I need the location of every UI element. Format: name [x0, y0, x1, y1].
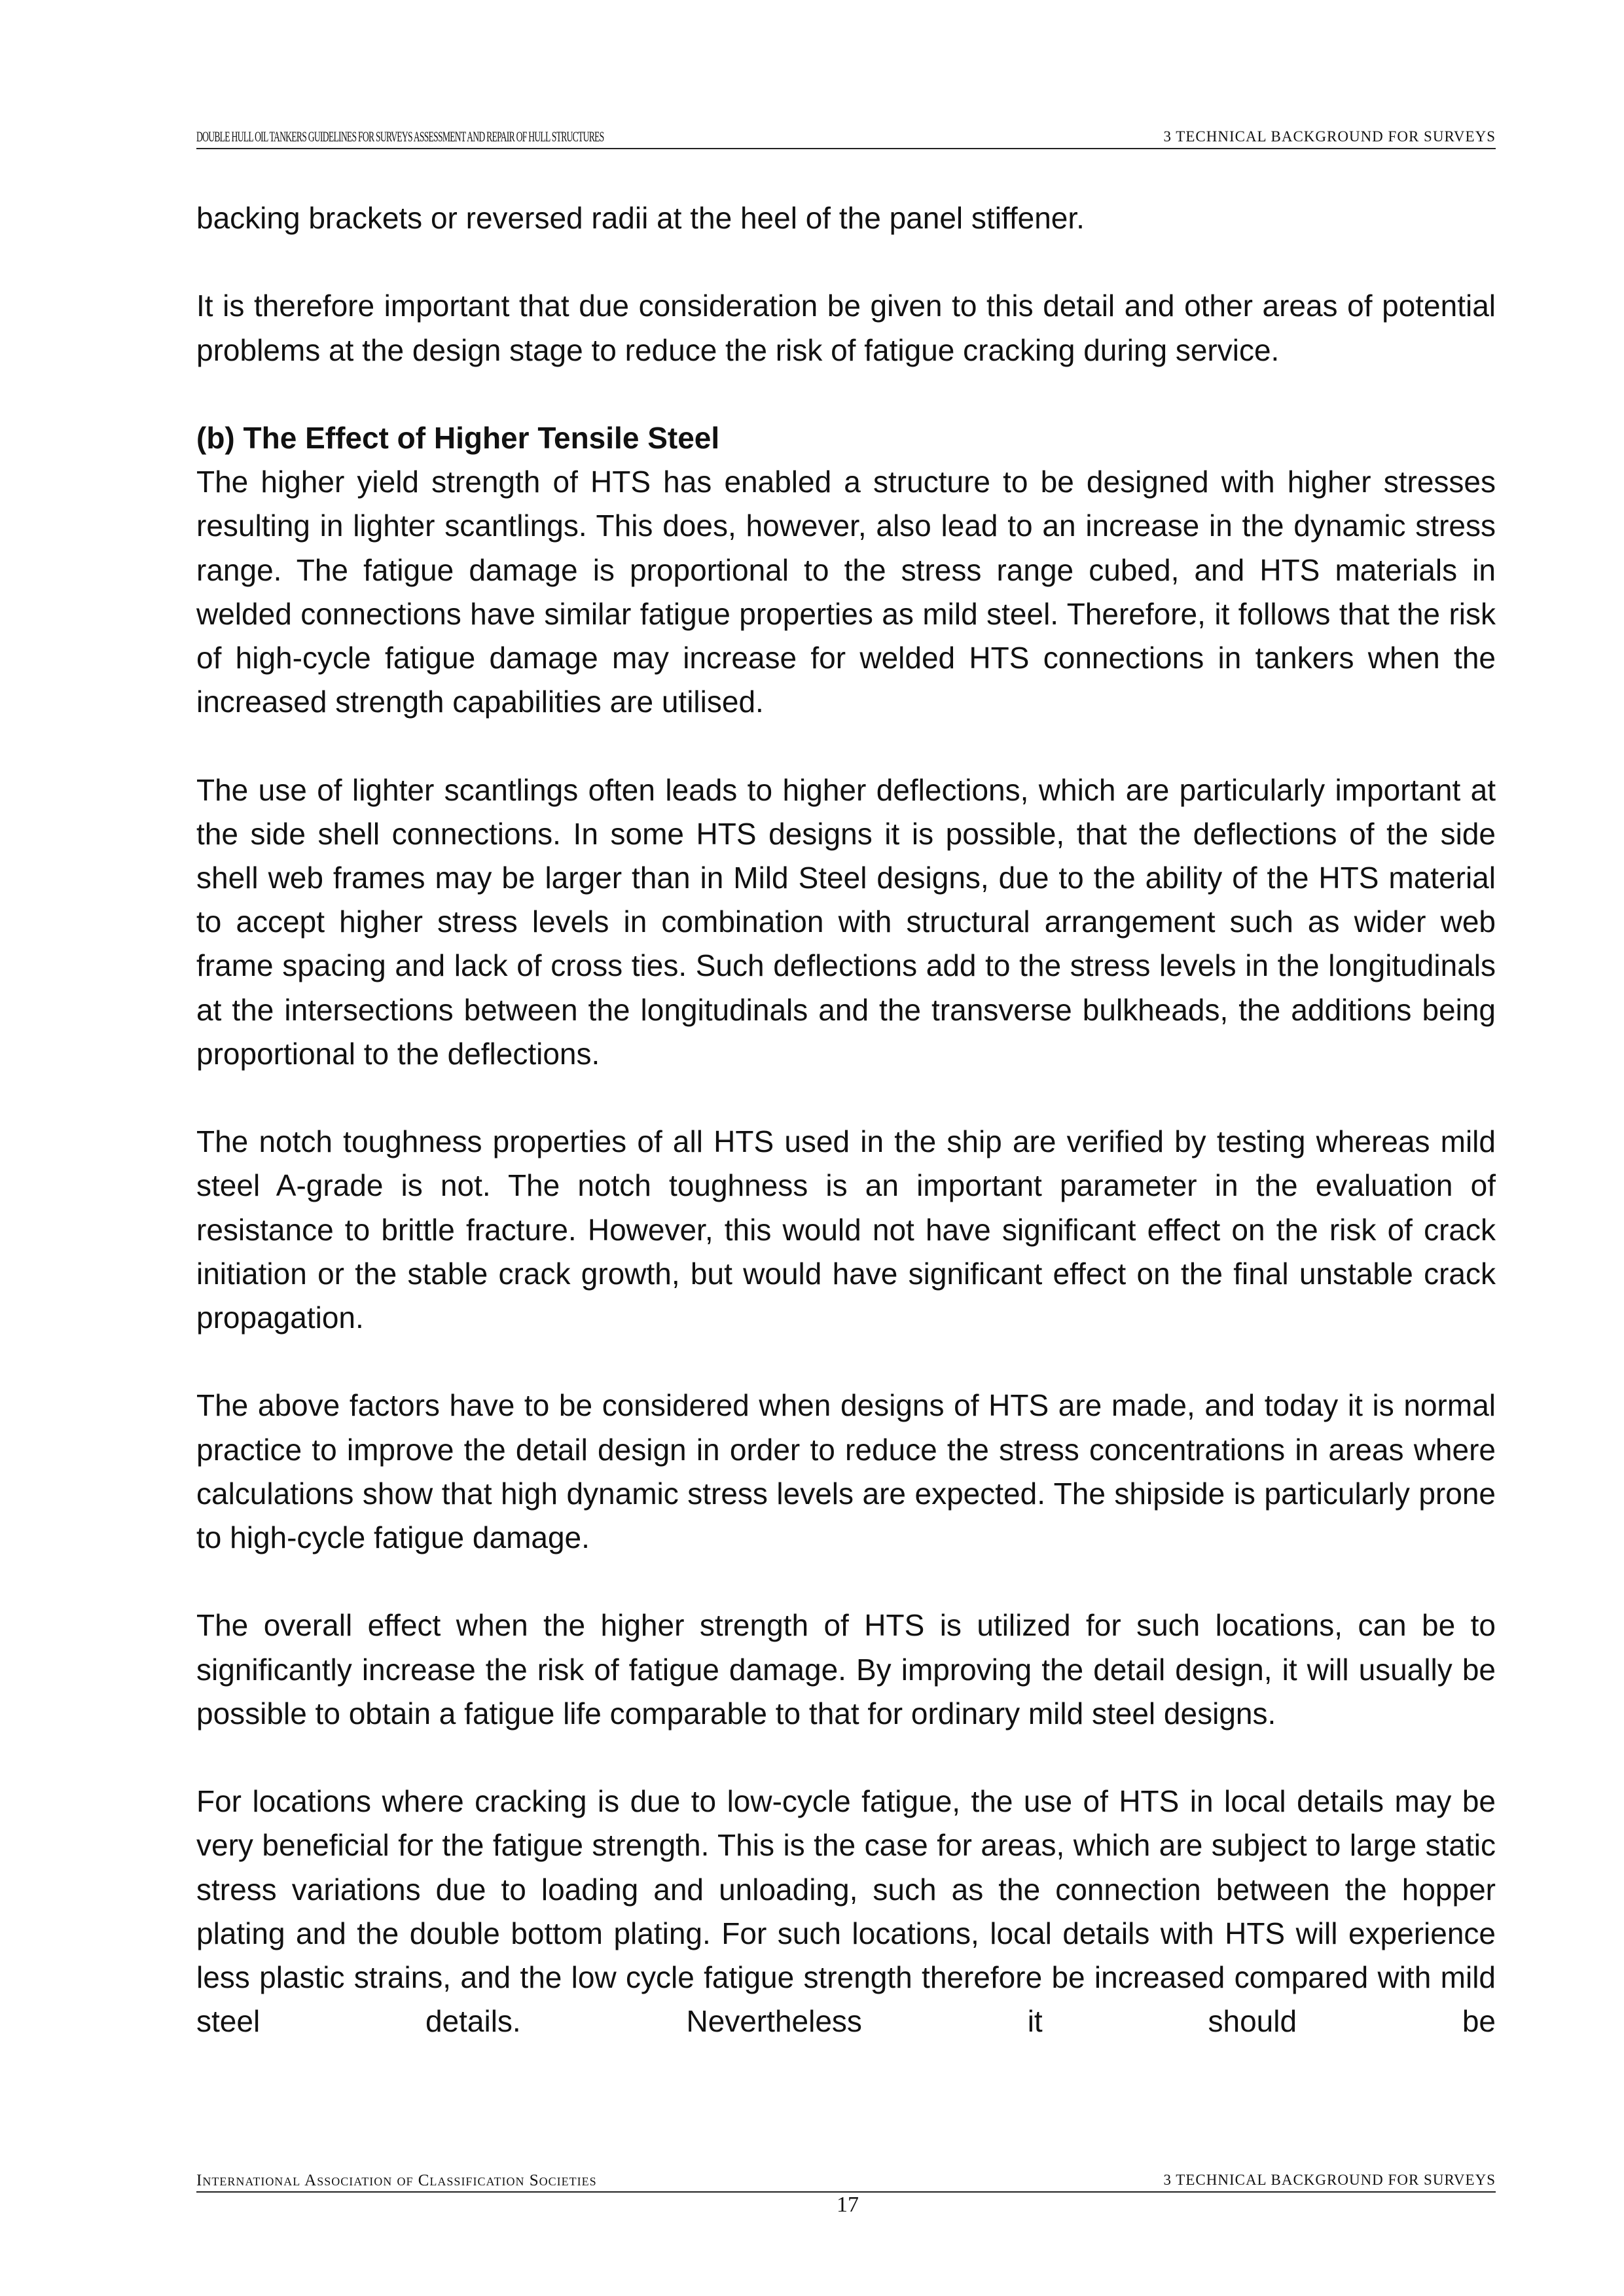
section-heading: (b) The Effect of Higher Tensile Steel: [196, 420, 720, 455]
paragraph-lighter-scantlings: The use of lighter scantlings often leads to higher deflections, which are particularly important at the side shell connections. In some HTS designs it is possible, that the deflections of the side shell web frames may be larger than in Mild Steel designs, due to the ability of the HTS material to accept higher stress levels in combination with structural arrangement such as wider web frame spacing and lack of cross ties. Such deflections add to the stress levels in the longitudinals at the intersections between the longitudinals and the transverse bulkheads, the additions being proportional to the deflections.: [196, 772, 1496, 1071]
header-document-title: DOUBLE HULL OIL TANKERS GUIDELINES FOR SURVEYS ASSESSMENT AND REPAIR OF HULL STRUCTURES: [196, 128, 604, 145]
page-number: 17: [837, 2193, 859, 2217]
paragraph-hts-yield-strength: The higher yield strength of HTS has enabled a structure to be designed with higher stresses resulting in lighter scantlings. This does, however, also lead to an increase in the dynamic stress range. The fatigue damage is proportional to the stress range cubed, and HTS materials in welded connections have similar fatigue properties as mild steel. Therefore, it follows that the risk of high-cycle fatigue damage may increase for welded HTS connections in tankers when the increased strength capabilities are utilised.: [196, 465, 1496, 719]
page-footer: [196, 2172, 1496, 2193]
paragraph-design-consideration: It is therefore important that due consideration be given to this detail and other areas of potential problems at the design stage to reduce the risk of fatigue cracking during service.: [196, 289, 1496, 367]
header-section-title: 3 TECHNICAL BACKGROUND FOR SURVEYS: [1163, 128, 1496, 145]
footer-organization: International Association of Classification Societies: [196, 2172, 597, 2189]
paragraph-overall-effect: The overall effect when the higher strength of HTS is utilized for such locations, can be to significantly increase the risk of fatigue damage. By improving the detail design, it will usually be possible to obtain a fatigue life comparable to that for ordinary mild steel designs.: [196, 1608, 1496, 1731]
paragraph-low-cycle-fatigue: For locations where cracking is due to low-cycle fatigue, the use of HTS in local details may be very beneficial for the fatigue strength. This is the case for areas, which are subject to large static stress variations due to loading and unloading, such as the connection between the hopper plating and the double bottom plating. For such locations, local details with HTS will experience less plastic strains, and the low cycle fatigue strength therefore be increased compared with mild steel details. Nevertheless it should be: [196, 1784, 1496, 2039]
page-body: [196, 196, 1496, 2043]
footer-section-title: 3 TECHNICAL BACKGROUND FOR SURVEYS: [1163, 2172, 1496, 2188]
paragraph-notch-toughness: The notch toughness properties of all HTS used in the ship are verified by testing whereas mild steel A-grade is not. The notch toughness is an important parameter in the evaluation of resistance to brittle fracture. However, this would not have significant effect on the risk of crack initiation or the stable crack growth, but would have significant effect on the final unstable crack propagation.: [196, 1124, 1496, 1335]
page-header: [196, 128, 1496, 149]
paragraph-design-factors: The above factors have to be considered when designs of HTS are made, and today it is normal practice to improve the detail design in order to reduce the stress concentrations in areas where calculations show that high dynamic stress levels are expected. The shipside is particularly prone to high-cycle fatigue damage.: [196, 1388, 1496, 1555]
paragraph-continuation: backing brackets or reversed radii at the heel of the panel stiffener.: [196, 201, 1085, 235]
